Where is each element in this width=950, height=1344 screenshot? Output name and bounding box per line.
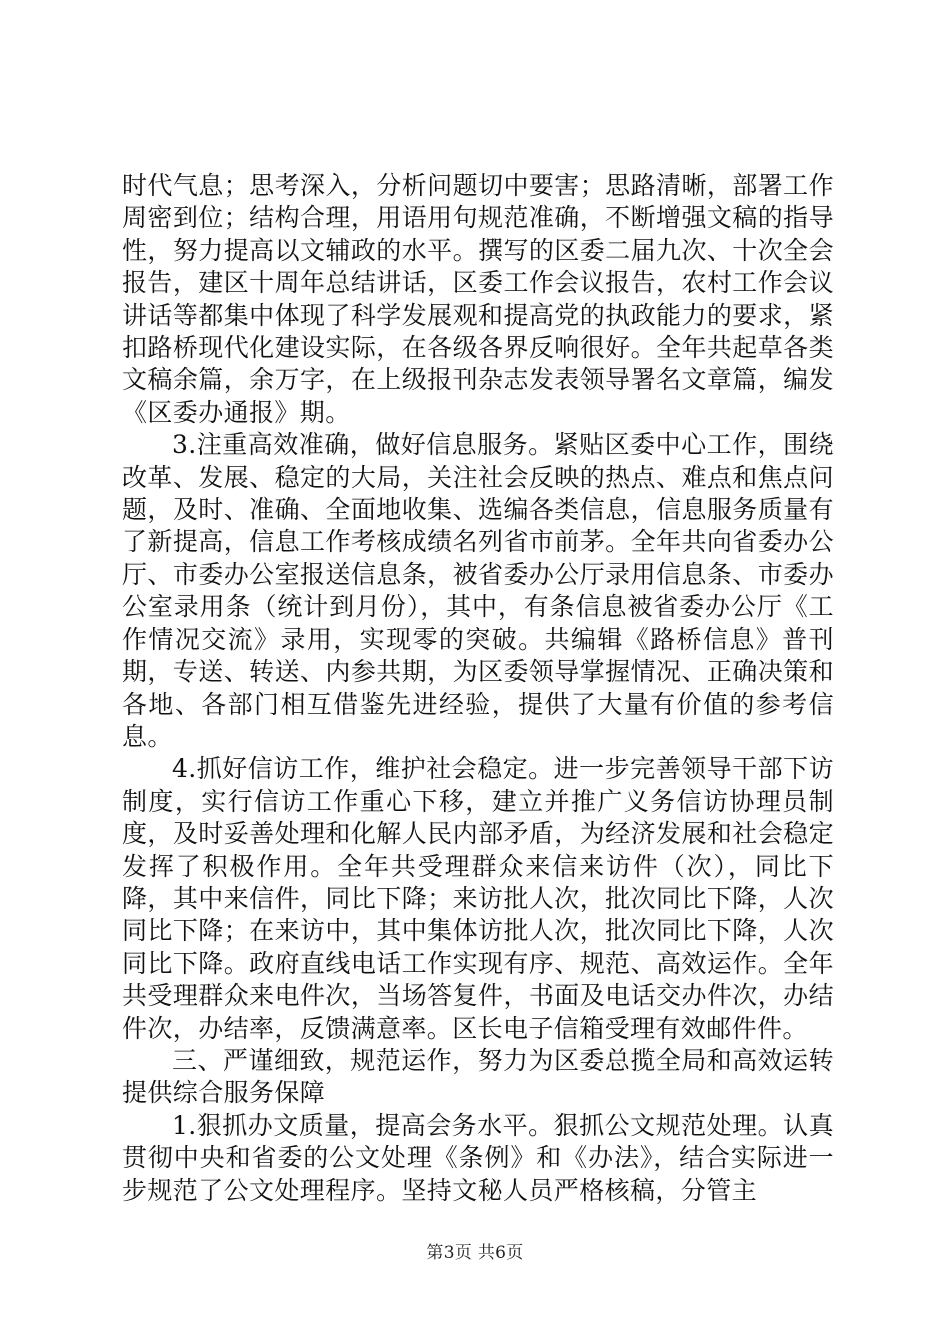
paragraph-continuation: 时代气息；思考深入，分析问题切中要害；思路清晰，部署工作周密到位；结构合理，用语用句规范准确，不断增强文稿的指导性，努力提高以文辅政的水平。撰写的区委二届九次、十次全会报告，建区十周年总结讲话，区委工作会议报告，农村工作会议讲话等都集中体现了科学发展观和提高党的执政能力的要求，紧扣路桥现代化建设实际，在各级各界反响很好。全年共起草各类文稿余篇，余万字，在上级报刊杂志发表领导署名文章篇，编发《区委办通报》期。 (122, 171, 834, 427)
paragraph-petition-work: 4.抓好信访工作，维护社会稳定。进一步完善领导干部下访制度，实行信访工作重心下移，建立并推广义务信访协理员制度，及时妥善处理和化解人民内部矛盾，为经济发展和社会稳定发挥了积极作用。全年共受理群众来信来访件（次），同比下降，其中来信件，同比下降；来访批人次，批次同比下降，人次同比下降；在来访中，其中集体访批人次，批次同比下降，人次同比下降。政府直线电话工作实现有序、规范、高效运作。全年共受理群众来电件次，当场答复件，书面及电话交办件次，办结件次，办结率，反馈满意率。区长电子信箱受理有效邮件件。 (122, 754, 834, 1043)
document-body (122, 170, 834, 1207)
section-heading-three: 三、严谨细致，规范运作，努力为区委总揽全局和高效运转提供综合服务保障 (122, 1045, 834, 1108)
page-number-footer: 第3页 共6页 (426, 1243, 524, 1263)
paragraph-information-service: 3.注重高效准确，做好信息服务。紧贴区委中心工作，围绕改革、发展、稳定的大局，关注社会反映的热点、难点和焦点问题，及时、准确、全面地收集、选编各类信息，信息服务质量有了新提高，信息工作考核成绩名列省市前茅。全年共向省委办公厅、市委办公室报送信息条，被省委办公厅录用信息条、市委办公室录用条（统计到月份），其中，有条信息被省委办公厅《工作情况交流》录用，实现零的突破。共编辑《路桥信息》普刊期，专送、转送、内参共期，为区委领导掌握情况、正确决策和各地、各部门相互借鉴先进经验，提供了大量有价值的参考信息。 (122, 430, 834, 751)
paragraph-document-quality: 1.狠抓办文质量，提高会务水平。狠抓公文规范处理。认真贯彻中央和省委的公文处理《条例》和《办法》，结合实际进一步规范了公文处理程序。坚持文秘人员严格核稿，分管主 (122, 1110, 834, 1205)
